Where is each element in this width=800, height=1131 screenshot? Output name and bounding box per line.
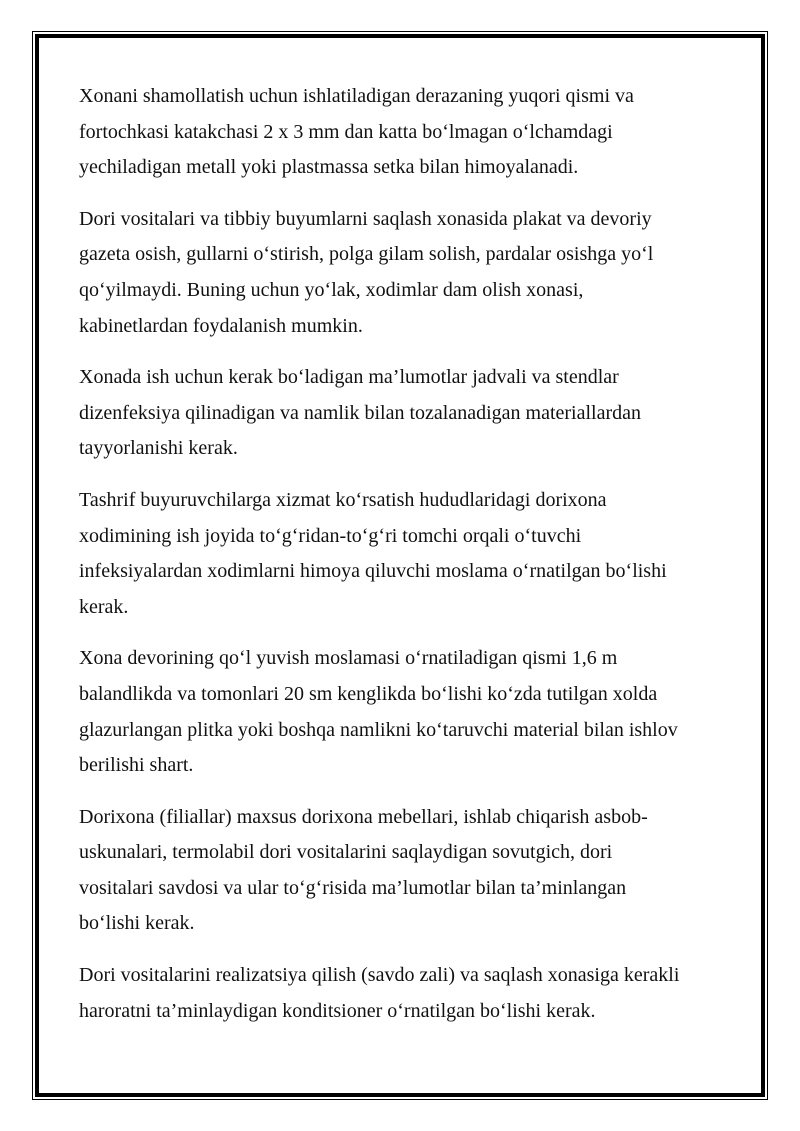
paragraph-line: kabinetlardan foydalanish mumkin. [79, 314, 363, 337]
paragraph-5 [79, 641, 729, 783]
paragraph-line: yechiladigan metall yoki plastmassa setka bilan himoyalanadi. [79, 156, 579, 179]
paragraph-7 [79, 958, 729, 1029]
paragraph-4 [79, 483, 729, 625]
paragraph-line: tayyorlanishi kerak. [79, 437, 238, 460]
paragraph-3 [79, 360, 729, 467]
paragraph-line: bo‘lishi kerak. [79, 912, 195, 935]
page-border-inner [35, 34, 765, 1097]
paragraph-line: Xona devorining qo‘l yuvish moslamasi o‘rnatiladigan qismi 1,6 m [79, 647, 618, 670]
paragraph-line: berilishi shart. [79, 754, 194, 777]
paragraph-1 [79, 79, 729, 186]
paragraph-line: Xonada ish uchun kerak bo‘ladigan ma’lumotlar jadvali va stendlar [79, 366, 619, 389]
paragraph-line: balandlikda va tomonlari 20 sm kenglikda bo‘lishi ko‘zda tutilgan xolda [79, 682, 658, 705]
paragraph-line: dizenfeksiya qilinadigan va namlik bilan tozalanadigan materiallardan [79, 401, 642, 424]
document-body [79, 79, 729, 1045]
paragraph-line: fortochkasi katakchasi 2 x 3 mm dan katta bo‘lmagan o‘lchamdagi [79, 120, 613, 143]
paragraph-line: Tashrif buyuruvchilarga xizmat ko‘rsatish hududlaridagi dorixona [79, 488, 607, 511]
page-border [32, 31, 768, 1100]
paragraph-line: Dorixona (filiallar) maxsus dorixona mebellari, ishlab chiqarish asbob- [79, 805, 648, 828]
paragraph-line: Xonani shamollatish uchun ishlatiladigan derazaning yuqori qismi va [79, 85, 634, 107]
paragraph-6 [79, 800, 729, 942]
paragraph-line: glazurlangan plitka yoki boshqa namlikni ko‘taruvchi material bilan ishlov [79, 718, 678, 741]
paragraph-line: infeksiyalardan xodimlarni himoya qiluvchi moslama o‘rnatilgan bo‘lishi [79, 560, 667, 583]
paragraph-line: Dori vositalari va tibbiy buyumlarni saqlash xonasida plakat va devoriy [79, 207, 652, 230]
paragraph-line: haroratni ta’minlaydigan konditsioner o‘rnatilgan bo‘lishi kerak. [79, 999, 596, 1022]
paragraph-line: gazeta osish, gullarni o‘stirish, polga gilam solish, pardalar osishga yo‘l [79, 243, 654, 266]
paragraph-line: xodimining ish joyida to‘g‘ridan-to‘g‘ri tomchi orqali o‘tuvchi [79, 524, 582, 547]
paragraph-2 [79, 202, 729, 344]
paragraph-line: Dori vositalarini realizatsiya qilish (savdo zali) va saqlash xonasiga kerakli [79, 964, 680, 987]
paragraph-line: vositalari savdosi va ular to‘g‘risida ma’lumotlar bilan ta’minlangan [79, 876, 627, 899]
paragraph-line: uskunalari, termolabil dori vositalarini saqlaydigan sovutgich, dori [79, 841, 613, 864]
paragraph-line: qo‘yilmaydi. Buning uchun yo‘lak, xodimlar dam olish xonasi, [79, 278, 584, 301]
paragraph-line: kerak. [79, 595, 129, 618]
